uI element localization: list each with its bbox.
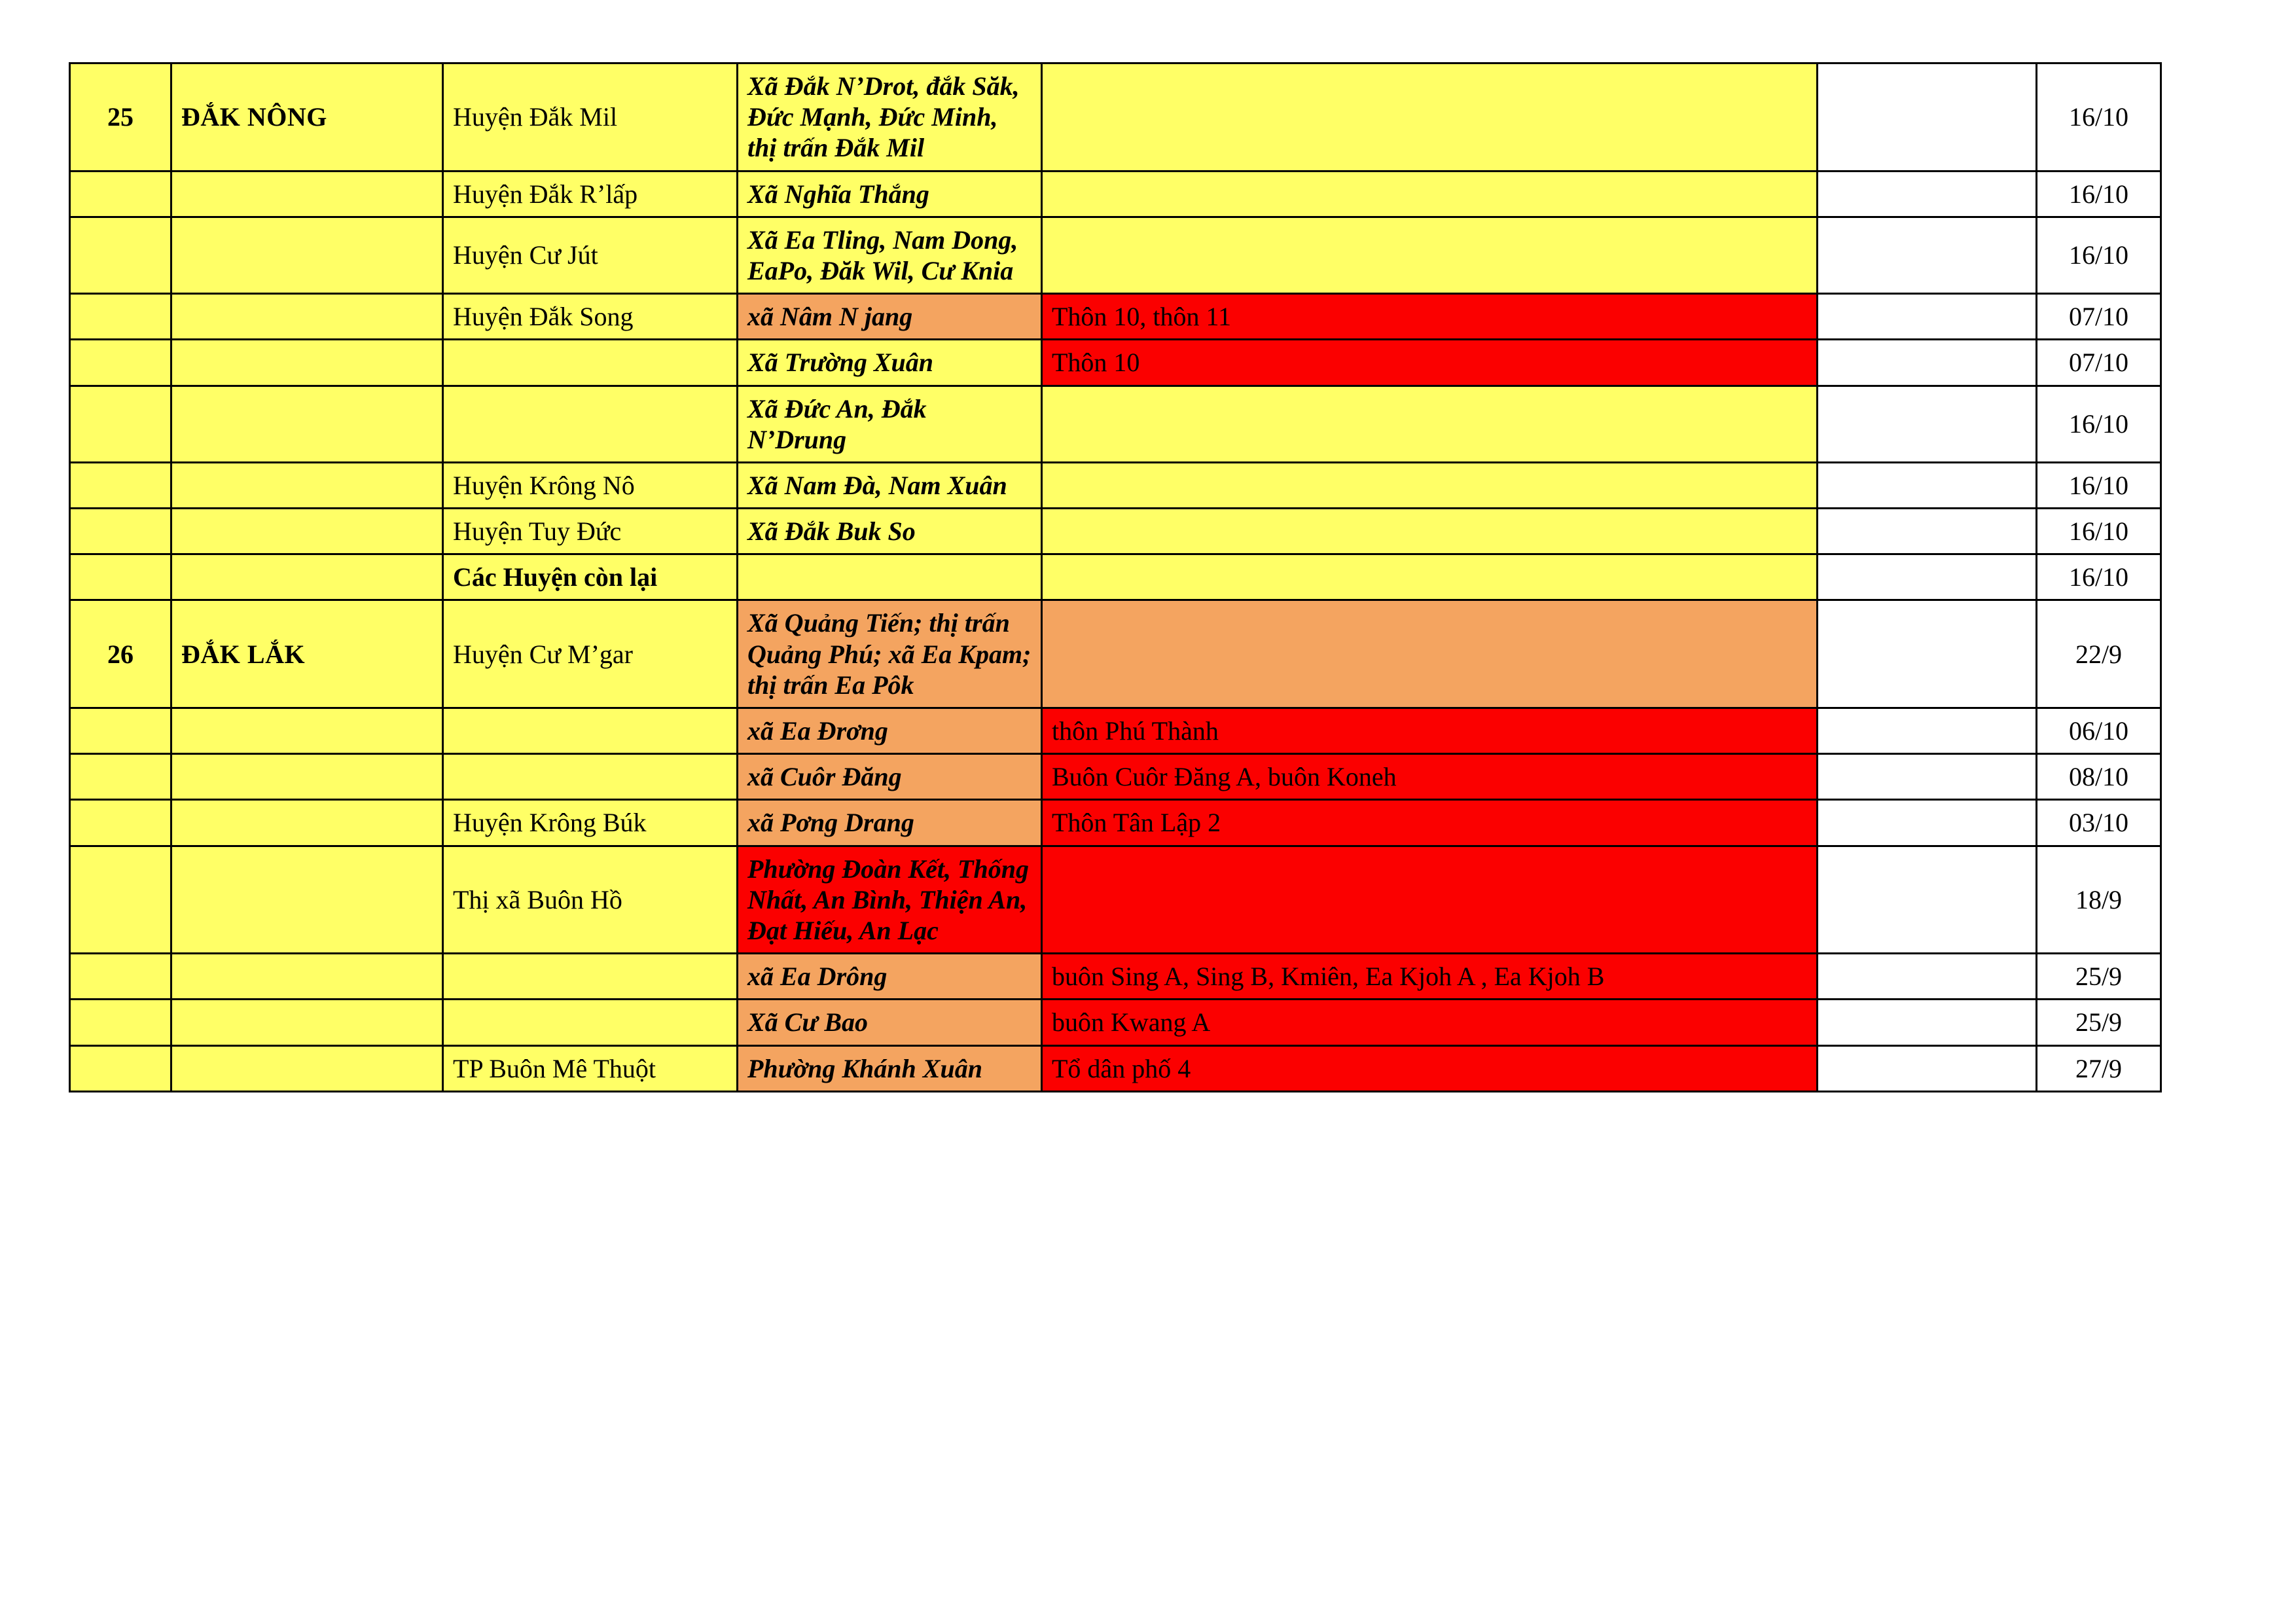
table-row (70, 63, 2161, 171)
cell-province (171, 462, 443, 508)
cell-date: 16/10 (2037, 509, 2161, 554)
cell-province (171, 954, 443, 1000)
cell-commune: Xã Nam Đà, Nam Xuân (738, 462, 1042, 508)
cell-no: 25 (70, 63, 171, 171)
cell-province (171, 217, 443, 293)
cell-village (1042, 846, 1818, 954)
cell-date: 07/10 (2037, 294, 2161, 340)
cell-no (70, 1000, 171, 1045)
cell-blank (1818, 171, 2037, 217)
cell-no (70, 846, 171, 954)
cell-commune (738, 554, 1042, 600)
cell-blank (1818, 63, 2037, 171)
table-row (70, 386, 2161, 462)
cell-blank (1818, 294, 2037, 340)
cell-commune: xã Ea Đrơng (738, 708, 1042, 754)
cell-no: 26 (70, 600, 171, 708)
cell-village (1042, 554, 1818, 600)
table-row (70, 554, 2161, 600)
cell-village (1042, 462, 1818, 508)
cell-commune: Xã Đắk Buk So (738, 509, 1042, 554)
cell-commune: xã Ea Drông (738, 954, 1042, 1000)
cell-province: ĐẮK LẮK (171, 600, 443, 708)
cell-blank (1818, 217, 2037, 293)
cell-village (1042, 171, 1818, 217)
cell-no (70, 294, 171, 340)
table-row (70, 600, 2161, 708)
cell-district: TP Buôn Mê Thuột (443, 1045, 738, 1091)
cell-no (70, 509, 171, 554)
cell-district: Huyện Krông Búk (443, 800, 738, 846)
cell-village: buôn Sing A, Sing B, Kmiên, Ea Kjoh A , Ea Kjoh B (1042, 954, 1818, 1000)
cell-province (171, 800, 443, 846)
cell-district (443, 754, 738, 800)
cell-province (171, 386, 443, 462)
cell-commune: Phường Khánh Xuân (738, 1045, 1042, 1091)
cell-village: Buôn Cuôr Đăng A, buôn Koneh (1042, 754, 1818, 800)
table-row (70, 294, 2161, 340)
cell-village (1042, 509, 1818, 554)
cell-province (171, 294, 443, 340)
cell-village (1042, 386, 1818, 462)
table-row (70, 954, 2161, 1000)
table-row (70, 171, 2161, 217)
cell-village: buôn Kwang A (1042, 1000, 1818, 1045)
cell-province (171, 554, 443, 600)
table-row (70, 708, 2161, 754)
cell-blank (1818, 1045, 2037, 1091)
table-row (70, 1045, 2161, 1091)
cell-district: Các Huyện còn lại (443, 554, 738, 600)
cell-village (1042, 63, 1818, 171)
cell-blank (1818, 554, 2037, 600)
cell-date: 08/10 (2037, 754, 2161, 800)
cell-blank (1818, 800, 2037, 846)
table-row (70, 1000, 2161, 1045)
cell-district: Huyện Krông Nô (443, 462, 738, 508)
cell-no (70, 217, 171, 293)
cell-date: 16/10 (2037, 386, 2161, 462)
cell-date: 06/10 (2037, 708, 2161, 754)
cell-blank (1818, 954, 2037, 1000)
cell-province (171, 340, 443, 386)
cell-commune: Xã Đắk N’Drot, đắk Săk, Đức Mạnh, Đức Minh, thị trấn Đắk Mil (738, 63, 1042, 171)
cell-district (443, 708, 738, 754)
cell-district: Huyện Đắk R’lấp (443, 171, 738, 217)
cell-blank (1818, 846, 2037, 954)
cell-date: 25/9 (2037, 1000, 2161, 1045)
cell-no (70, 171, 171, 217)
cell-village: thôn Phú Thành (1042, 708, 1818, 754)
table-row (70, 340, 2161, 386)
cell-blank (1818, 708, 2037, 754)
cell-commune: xã Cuôr Đăng (738, 754, 1042, 800)
cell-province (171, 708, 443, 754)
cell-no (70, 1045, 171, 1091)
cell-province (171, 1045, 443, 1091)
cell-commune: Xã Đức An, Đắk N’Drung (738, 386, 1042, 462)
cell-commune: Phường Đoàn Kết, Thống Nhất, An Bình, Thiện An, Đạt Hiếu, An Lạc (738, 846, 1042, 954)
cell-blank (1818, 1000, 2037, 1045)
cell-date: 07/10 (2037, 340, 2161, 386)
cell-no (70, 462, 171, 508)
cell-province (171, 846, 443, 954)
cell-district: Huyện Tuy Đức (443, 509, 738, 554)
cell-no (70, 708, 171, 754)
cell-blank (1818, 509, 2037, 554)
cell-village (1042, 600, 1818, 708)
cell-date: 16/10 (2037, 554, 2161, 600)
cell-commune: Xã Nghĩa Thắng (738, 171, 1042, 217)
cell-no (70, 554, 171, 600)
cell-date: 27/9 (2037, 1045, 2161, 1091)
table-row (70, 217, 2161, 293)
cell-province (171, 1000, 443, 1045)
cell-date: 16/10 (2037, 63, 2161, 171)
cell-commune: Xã Ea Tling, Nam Dong, EaPo, Đăk Wil, Cư Knia (738, 217, 1042, 293)
cell-commune: Xã Quảng Tiến; thị trấn Quảng Phú; xã Ea Kpam; thị trấn Ea Pôk (738, 600, 1042, 708)
cell-date: 25/9 (2037, 954, 2161, 1000)
cell-district (443, 386, 738, 462)
cell-no (70, 954, 171, 1000)
cell-district (443, 1000, 738, 1045)
table-row (70, 754, 2161, 800)
cell-district: Huyện Cư M’gar (443, 600, 738, 708)
cell-blank (1818, 600, 2037, 708)
cell-district: Thị xã Buôn Hồ (443, 846, 738, 954)
cell-village: Thôn Tân Lập 2 (1042, 800, 1818, 846)
cell-commune: xã Nâm N jang (738, 294, 1042, 340)
cell-commune: xã Pơng Drang (738, 800, 1042, 846)
cell-village (1042, 217, 1818, 293)
cell-no (70, 754, 171, 800)
cell-province (171, 171, 443, 217)
table-row (70, 846, 2161, 954)
cell-district: Huyện Cư Jút (443, 217, 738, 293)
table-row (70, 509, 2161, 554)
risk-area-table (69, 62, 2162, 1092)
cell-province: ĐẮK NÔNG (171, 63, 443, 171)
table-body (70, 63, 2161, 1092)
cell-district (443, 954, 738, 1000)
cell-blank (1818, 462, 2037, 508)
cell-commune: Xã Cư Bao (738, 1000, 1042, 1045)
cell-date: 16/10 (2037, 217, 2161, 293)
cell-district: Huyện Đắk Song (443, 294, 738, 340)
cell-province (171, 754, 443, 800)
cell-village: Tổ dân phố 4 (1042, 1045, 1818, 1091)
cell-no (70, 386, 171, 462)
cell-village: Thôn 10, thôn 11 (1042, 294, 1818, 340)
cell-commune: Xã Trường Xuân (738, 340, 1042, 386)
cell-village: Thôn 10 (1042, 340, 1818, 386)
cell-date: 16/10 (2037, 462, 2161, 508)
cell-no (70, 800, 171, 846)
cell-date: 22/9 (2037, 600, 2161, 708)
cell-date: 18/9 (2037, 846, 2161, 954)
cell-blank (1818, 754, 2037, 800)
cell-no (70, 340, 171, 386)
table-row (70, 462, 2161, 508)
cell-district: Huyện Đắk Mil (443, 63, 738, 171)
cell-date: 03/10 (2037, 800, 2161, 846)
table-row (70, 800, 2161, 846)
cell-blank (1818, 386, 2037, 462)
cell-blank (1818, 340, 2037, 386)
cell-district (443, 340, 738, 386)
cell-date: 16/10 (2037, 171, 2161, 217)
cell-province (171, 509, 443, 554)
